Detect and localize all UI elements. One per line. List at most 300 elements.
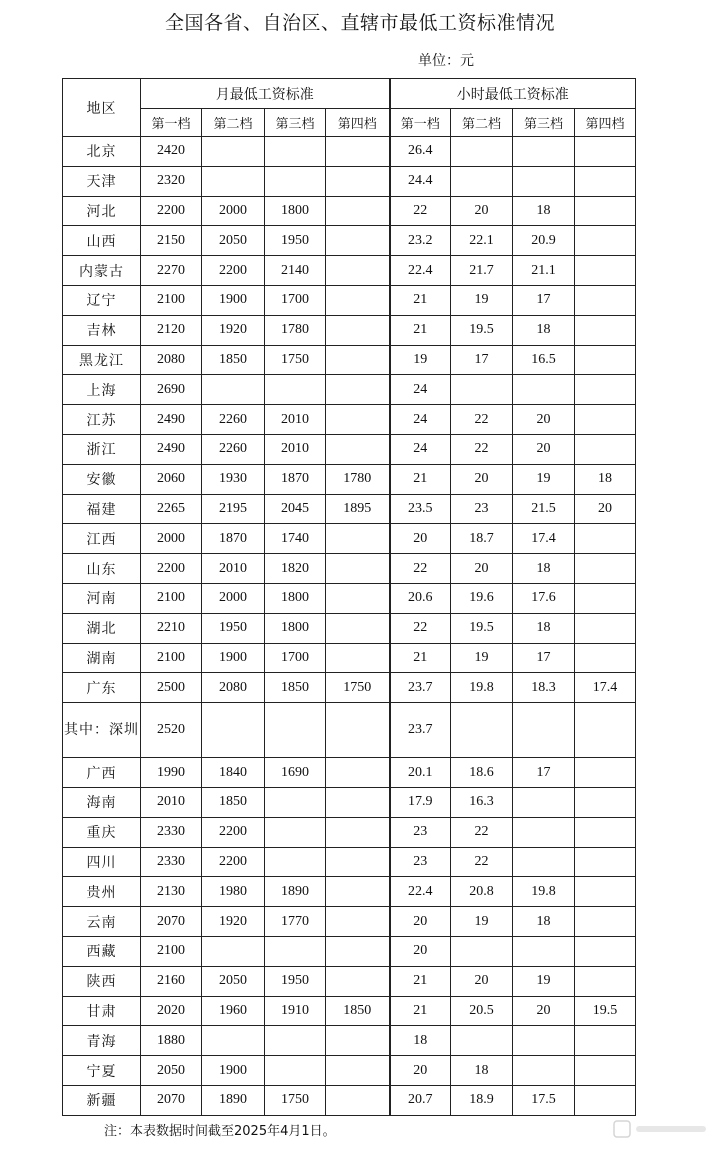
- monthly-tier-3-cell: 1820: [265, 554, 326, 584]
- monthly-tier-1-cell: 2490: [141, 405, 202, 435]
- monthly-tier-4-cell: [326, 907, 390, 937]
- table-row: [63, 1085, 636, 1115]
- table-row: [63, 907, 636, 937]
- region-cell: 江苏: [63, 405, 141, 435]
- hourly-tier-2-cell: 20: [451, 554, 513, 584]
- monthly-tier-1-cell: 2690: [141, 375, 202, 405]
- region-cell: 甘肃: [63, 996, 141, 1026]
- hourly-tier-2-cell: 22.1: [451, 226, 513, 256]
- hourly-tier-2-header: 第二档: [451, 109, 513, 137]
- monthly-tier-4-cell: [326, 1056, 390, 1086]
- hourly-tier-2-cell: 22: [451, 405, 513, 435]
- monthly-tier-1-cell: 2010: [141, 787, 202, 817]
- table-row: [63, 166, 636, 196]
- monthly-tier-2-cell: 2200: [202, 847, 265, 877]
- monthly-tier-2-cell: 2080: [202, 673, 265, 703]
- monthly-tier-2-cell: [202, 703, 265, 758]
- hourly-tier-2-cell: 18: [451, 1056, 513, 1086]
- hourly-tier-2-cell: [451, 1026, 513, 1056]
- monthly-tier-3-cell: [265, 787, 326, 817]
- hourly-tier-4-cell: [575, 196, 636, 226]
- table-row: [63, 936, 636, 966]
- monthly-tier-1-cell: 2020: [141, 996, 202, 1026]
- hourly-tier-1-cell: 18: [390, 1026, 451, 1056]
- monthly-tier-3-cell: [265, 703, 326, 758]
- monthly-tier-4-cell: [326, 137, 390, 167]
- monthly-tier-4-cell: [326, 966, 390, 996]
- region-cell: 四川: [63, 847, 141, 877]
- hourly-tier-1-cell: 21: [390, 315, 451, 345]
- monthly-tier-4-cell: 1850: [326, 996, 390, 1026]
- monthly-tier-2-cell: [202, 137, 265, 167]
- monthly-tier-4-cell: 1780: [326, 464, 390, 494]
- region-cell: 内蒙古: [63, 256, 141, 286]
- monthly-tier-1-cell: 2500: [141, 673, 202, 703]
- hourly-tier-3-cell: 17.4: [513, 524, 575, 554]
- hourly-tier-4-cell: 19.5: [575, 996, 636, 1026]
- hourly-tier-4-cell: [575, 405, 636, 435]
- monthly-tier-4-cell: [326, 196, 390, 226]
- monthly-tier-2-cell: 1870: [202, 524, 265, 554]
- monthly-tier-3-cell: 1700: [265, 285, 326, 315]
- monthly-tier-4-cell: [326, 166, 390, 196]
- hourly-tier-3-cell: 18: [513, 613, 575, 643]
- hourly-tier-4-cell: [575, 315, 636, 345]
- hourly-tier-3-cell: 18.3: [513, 673, 575, 703]
- monthly-tier-3-cell: [265, 936, 326, 966]
- monthly-tier-2-cell: 1900: [202, 1056, 265, 1086]
- hourly-tier-1-cell: 17.9: [390, 787, 451, 817]
- monthly-tier-1-cell: 2060: [141, 464, 202, 494]
- hourly-tier-3-cell: 17: [513, 643, 575, 673]
- hourly-tier-3-cell: [513, 703, 575, 758]
- hourly-tier-4-cell: [575, 1026, 636, 1056]
- hourly-tier-4-cell: [575, 787, 636, 817]
- hourly-tier-1-cell: 20.1: [390, 758, 451, 788]
- monthly-tier-3-cell: [265, 166, 326, 196]
- table-row: [63, 758, 636, 788]
- monthly-tier-2-cell: 2260: [202, 434, 265, 464]
- table-row: [63, 405, 636, 435]
- table-row: [63, 877, 636, 907]
- region-cell: 广东: [63, 673, 141, 703]
- table-row: [63, 1026, 636, 1056]
- hourly-tier-4-cell: [575, 285, 636, 315]
- table-row: [63, 673, 636, 703]
- region-cell: 辽宁: [63, 285, 141, 315]
- monthly-tier-1-header: 第一档: [141, 109, 202, 137]
- monthly-tier-3-cell: 2045: [265, 494, 326, 524]
- region-cell: 贵州: [63, 877, 141, 907]
- hourly-tier-4-cell: [575, 817, 636, 847]
- monthly-tier-2-cell: 1920: [202, 315, 265, 345]
- monthly-tier-2-cell: 1960: [202, 996, 265, 1026]
- monthly-tier-1-cell: 2490: [141, 434, 202, 464]
- hourly-tier-3-cell: 21.1: [513, 256, 575, 286]
- table-row: [63, 966, 636, 996]
- hourly-tier-3-cell: [513, 1056, 575, 1086]
- monthly-tier-1-cell: 2200: [141, 196, 202, 226]
- hourly-tier-4-cell: [575, 643, 636, 673]
- table-row: [63, 464, 636, 494]
- monthly-tier-3-cell: 1780: [265, 315, 326, 345]
- monthly-tier-1-cell: 2330: [141, 847, 202, 877]
- monthly-tier-2-cell: 2000: [202, 196, 265, 226]
- hourly-tier-1-cell: 20: [390, 936, 451, 966]
- region-cell: 福建: [63, 494, 141, 524]
- monthly-tier-2-cell: 1840: [202, 758, 265, 788]
- hourly-tier-2-cell: 16.3: [451, 787, 513, 817]
- table-row: [63, 345, 636, 375]
- footnote: 注：本表数据时间截至2025年4月1日。: [104, 1124, 336, 1139]
- hourly-tier-1-cell: 24: [390, 375, 451, 405]
- hourly-tier-2-cell: 19: [451, 643, 513, 673]
- monthly-tier-2-cell: 2010: [202, 554, 265, 584]
- region-cell: 吉林: [63, 315, 141, 345]
- monthly-header: 月最低工资标准: [141, 79, 390, 109]
- hourly-tier-3-cell: [513, 847, 575, 877]
- region-cell: 江西: [63, 524, 141, 554]
- monthly-tier-2-cell: 2050: [202, 966, 265, 996]
- hourly-tier-3-cell: 17: [513, 758, 575, 788]
- monthly-tier-1-cell: 2150: [141, 226, 202, 256]
- region-cell: 湖北: [63, 613, 141, 643]
- monthly-tier-1-cell: 2420: [141, 137, 202, 167]
- table-row: [63, 375, 636, 405]
- hourly-tier-2-cell: 17: [451, 345, 513, 375]
- hourly-tier-3-cell: 18: [513, 554, 575, 584]
- hourly-tier-3-cell: 20: [513, 405, 575, 435]
- monthly-tier-3-header: 第三档: [265, 109, 326, 137]
- monthly-tier-4-cell: [326, 1085, 390, 1115]
- monthly-tier-4-cell: [326, 554, 390, 584]
- hourly-tier-2-cell: 21.7: [451, 256, 513, 286]
- monthly-tier-3-cell: 1690: [265, 758, 326, 788]
- monthly-tier-3-cell: 2140: [265, 256, 326, 286]
- monthly-tier-3-cell: 1750: [265, 1085, 326, 1115]
- hourly-tier-3-cell: 20: [513, 996, 575, 1026]
- hourly-tier-1-cell: 20.6: [390, 583, 451, 613]
- hourly-tier-2-cell: 19: [451, 285, 513, 315]
- region-cell: 湖南: [63, 643, 141, 673]
- monthly-tier-4-cell: [326, 847, 390, 877]
- hourly-tier-3-cell: 16.5: [513, 345, 575, 375]
- monthly-tier-3-cell: [265, 847, 326, 877]
- unit-label: 单位：元: [418, 53, 474, 69]
- monthly-tier-4-cell: [326, 703, 390, 758]
- hourly-tier-1-cell: 23.2: [390, 226, 451, 256]
- region-cell: 广西: [63, 758, 141, 788]
- hourly-tier-4-cell: [575, 226, 636, 256]
- monthly-tier-4-cell: 1750: [326, 673, 390, 703]
- hourly-tier-4-cell: [575, 1056, 636, 1086]
- table-row: [63, 1056, 636, 1086]
- table-row: [63, 847, 636, 877]
- hourly-tier-3-cell: [513, 166, 575, 196]
- hourly-tier-3-cell: 18: [513, 907, 575, 937]
- monthly-tier-4-cell: [326, 758, 390, 788]
- table-body: [63, 137, 636, 1116]
- table-row: [63, 643, 636, 673]
- hourly-tier-1-cell: 24: [390, 434, 451, 464]
- table-row: [63, 583, 636, 613]
- hourly-tier-4-cell: [575, 613, 636, 643]
- hourly-tier-3-cell: 17: [513, 285, 575, 315]
- hourly-tier-3-cell: [513, 1026, 575, 1056]
- monthly-tier-2-cell: 1890: [202, 1085, 265, 1115]
- monthly-tier-4-cell: [326, 375, 390, 405]
- hourly-tier-1-cell: 24: [390, 405, 451, 435]
- hourly-tier-1-cell: 22.4: [390, 256, 451, 286]
- monthly-tier-1-cell: 2200: [141, 554, 202, 584]
- hourly-tier-1-cell: 24.4: [390, 166, 451, 196]
- monthly-tier-4-cell: [326, 345, 390, 375]
- hourly-tier-2-cell: 19.5: [451, 613, 513, 643]
- region-cell: 黑龙江: [63, 345, 141, 375]
- region-cell: 宁夏: [63, 1056, 141, 1086]
- table-row: [63, 434, 636, 464]
- monthly-tier-4-cell: [326, 787, 390, 817]
- monthly-tier-4-header: 第四档: [326, 109, 390, 137]
- monthly-tier-3-cell: 1700: [265, 643, 326, 673]
- hourly-tier-1-cell: 21: [390, 966, 451, 996]
- monthly-tier-4-cell: [326, 643, 390, 673]
- hourly-tier-4-cell: [575, 554, 636, 584]
- monthly-tier-4-cell: [326, 315, 390, 345]
- hourly-tier-2-cell: 18.6: [451, 758, 513, 788]
- region-cell: 海南: [63, 787, 141, 817]
- hourly-tier-1-cell: 19: [390, 345, 451, 375]
- monthly-tier-2-cell: 1900: [202, 285, 265, 315]
- hourly-tier-3-header: 第三档: [513, 109, 575, 137]
- hourly-tier-1-header: 第一档: [390, 109, 451, 137]
- hourly-tier-3-cell: 18: [513, 315, 575, 345]
- hourly-tier-2-cell: 19: [451, 907, 513, 937]
- hourly-tier-1-cell: 22: [390, 196, 451, 226]
- hourly-tier-4-cell: [575, 966, 636, 996]
- hourly-tier-3-cell: 17.6: [513, 583, 575, 613]
- hourly-tier-1-cell: 21: [390, 464, 451, 494]
- hourly-tier-4-cell: [575, 907, 636, 937]
- table-row: [63, 703, 636, 758]
- hourly-tier-2-cell: 20: [451, 464, 513, 494]
- monthly-tier-1-cell: 2100: [141, 936, 202, 966]
- hourly-tier-1-cell: 23: [390, 817, 451, 847]
- hourly-tier-4-cell: [575, 345, 636, 375]
- hourly-tier-3-cell: 18: [513, 196, 575, 226]
- minimum-wage-table: [62, 78, 636, 1116]
- monthly-tier-2-cell: 1980: [202, 877, 265, 907]
- hourly-tier-2-cell: 23: [451, 494, 513, 524]
- region-cell: 云南: [63, 907, 141, 937]
- monthly-tier-3-cell: 1870: [265, 464, 326, 494]
- monthly-tier-3-cell: 2010: [265, 434, 326, 464]
- hourly-tier-4-cell: [575, 1085, 636, 1115]
- monthly-tier-4-cell: [326, 405, 390, 435]
- hourly-tier-1-cell: 21: [390, 285, 451, 315]
- hourly-tier-4-cell: [575, 166, 636, 196]
- hourly-tier-1-cell: 22.4: [390, 877, 451, 907]
- hourly-tier-2-cell: 20: [451, 966, 513, 996]
- region-cell: 安徽: [63, 464, 141, 494]
- monthly-tier-3-cell: 2010: [265, 405, 326, 435]
- hourly-tier-2-cell: [451, 166, 513, 196]
- hourly-tier-3-cell: [513, 936, 575, 966]
- monthly-tier-1-cell: 2120: [141, 315, 202, 345]
- monthly-tier-1-cell: 2210: [141, 613, 202, 643]
- region-cell: 上海: [63, 375, 141, 405]
- monthly-tier-4-cell: [326, 285, 390, 315]
- monthly-tier-3-cell: 1800: [265, 583, 326, 613]
- monthly-tier-2-cell: 2195: [202, 494, 265, 524]
- monthly-tier-3-cell: 1800: [265, 613, 326, 643]
- hourly-tier-4-cell: 18: [575, 464, 636, 494]
- hourly-tier-1-cell: 23.5: [390, 494, 451, 524]
- table-row: [63, 256, 636, 286]
- hourly-tier-2-cell: 20.5: [451, 996, 513, 1026]
- monthly-tier-3-cell: 1770: [265, 907, 326, 937]
- monthly-tier-2-cell: [202, 375, 265, 405]
- monthly-tier-3-cell: 1910: [265, 996, 326, 1026]
- monthly-tier-3-cell: 1750: [265, 345, 326, 375]
- monthly-tier-1-cell: 2080: [141, 345, 202, 375]
- hourly-tier-3-cell: 20: [513, 434, 575, 464]
- hourly-tier-2-cell: 19.8: [451, 673, 513, 703]
- region-cell: 天津: [63, 166, 141, 196]
- monthly-tier-3-cell: 1950: [265, 966, 326, 996]
- monthly-tier-3-cell: [265, 375, 326, 405]
- monthly-tier-4-cell: [326, 583, 390, 613]
- region-cell: 陕西: [63, 966, 141, 996]
- hourly-tier-1-cell: 22: [390, 613, 451, 643]
- table-row: [63, 196, 636, 226]
- region-cell: 西藏: [63, 936, 141, 966]
- hourly-tier-2-cell: 22: [451, 817, 513, 847]
- monthly-tier-1-cell: 2070: [141, 1085, 202, 1115]
- monthly-tier-3-cell: [265, 137, 326, 167]
- hourly-tier-1-cell: 23.7: [390, 673, 451, 703]
- hourly-tier-2-cell: 22: [451, 847, 513, 877]
- table-row: [63, 554, 636, 584]
- monthly-tier-2-cell: 2200: [202, 817, 265, 847]
- hourly-tier-4-cell: [575, 703, 636, 758]
- monthly-tier-2-cell: 1900: [202, 643, 265, 673]
- hourly-tier-4-cell: [575, 936, 636, 966]
- table-row: [63, 315, 636, 345]
- hourly-tier-3-cell: [513, 817, 575, 847]
- hourly-tier-2-cell: [451, 703, 513, 758]
- monthly-tier-4-cell: [326, 936, 390, 966]
- table-row: [63, 494, 636, 524]
- hourly-tier-4-header: 第四档: [575, 109, 636, 137]
- monthly-tier-1-cell: 2160: [141, 966, 202, 996]
- hourly-tier-2-cell: 19.5: [451, 315, 513, 345]
- monthly-tier-2-cell: 1920: [202, 907, 265, 937]
- hourly-header: 小时最低工资标准: [390, 79, 636, 109]
- monthly-tier-1-cell: 2270: [141, 256, 202, 286]
- monthly-tier-2-cell: 1950: [202, 613, 265, 643]
- monthly-tier-3-cell: 1740: [265, 524, 326, 554]
- monthly-tier-4-cell: [326, 1026, 390, 1056]
- monthly-tier-3-cell: 1850: [265, 673, 326, 703]
- monthly-tier-1-cell: 2100: [141, 643, 202, 673]
- monthly-tier-2-cell: 2000: [202, 583, 265, 613]
- hourly-tier-1-cell: 20.7: [390, 1085, 451, 1115]
- hourly-tier-2-cell: [451, 137, 513, 167]
- hourly-tier-4-cell: [575, 847, 636, 877]
- page-title: 全国各省、自治区、直辖市最低工资标准情况: [164, 12, 555, 34]
- region-cell: 浙江: [63, 434, 141, 464]
- monthly-tier-2-cell: 1850: [202, 345, 265, 375]
- hourly-tier-1-cell: 20: [390, 907, 451, 937]
- hourly-tier-4-cell: [575, 137, 636, 167]
- hourly-tier-1-cell: 21: [390, 996, 451, 1026]
- monthly-tier-2-cell: [202, 936, 265, 966]
- monthly-tier-2-cell: 2050: [202, 226, 265, 256]
- monthly-tier-4-cell: [326, 613, 390, 643]
- monthly-tier-2-cell: [202, 166, 265, 196]
- monthly-tier-1-cell: 2265: [141, 494, 202, 524]
- region-cell: 新疆: [63, 1085, 141, 1115]
- monthly-tier-1-cell: 2320: [141, 166, 202, 196]
- hourly-tier-3-cell: 17.5: [513, 1085, 575, 1115]
- monthly-tier-4-cell: [326, 226, 390, 256]
- region-cell: 山东: [63, 554, 141, 584]
- monthly-tier-3-cell: 1800: [265, 196, 326, 226]
- monthly-tier-1-cell: 2100: [141, 583, 202, 613]
- hourly-tier-2-cell: 18.7: [451, 524, 513, 554]
- monthly-tier-2-cell: 2260: [202, 405, 265, 435]
- region-cell: 北京: [63, 137, 141, 167]
- region-cell: 河北: [63, 196, 141, 226]
- monthly-tier-3-cell: [265, 1056, 326, 1086]
- hourly-tier-3-cell: 19.8: [513, 877, 575, 907]
- monthly-tier-1-cell: 2130: [141, 877, 202, 907]
- monthly-tier-3-cell: [265, 817, 326, 847]
- monthly-tier-2-cell: [202, 1026, 265, 1056]
- monthly-tier-1-cell: 1880: [141, 1026, 202, 1056]
- monthly-tier-4-cell: [326, 256, 390, 286]
- region-cell: 河南: [63, 583, 141, 613]
- hourly-tier-4-cell: 17.4: [575, 673, 636, 703]
- hourly-tier-2-cell: [451, 375, 513, 405]
- hourly-tier-4-cell: [575, 583, 636, 613]
- hourly-tier-3-cell: [513, 137, 575, 167]
- hourly-tier-4-cell: [575, 758, 636, 788]
- hourly-tier-2-cell: [451, 936, 513, 966]
- hourly-tier-2-cell: 18.9: [451, 1085, 513, 1115]
- table-row: [63, 996, 636, 1026]
- monthly-tier-4-cell: [326, 877, 390, 907]
- monthly-tier-2-cell: 1850: [202, 787, 265, 817]
- monthly-tier-4-cell: [326, 524, 390, 554]
- monthly-tier-1-cell: 2330: [141, 817, 202, 847]
- hourly-tier-2-cell: 20: [451, 196, 513, 226]
- monthly-tier-3-cell: [265, 1026, 326, 1056]
- table-row: [63, 817, 636, 847]
- region-cell: 重庆: [63, 817, 141, 847]
- table-row: [63, 285, 636, 315]
- monthly-tier-2-cell: 2200: [202, 256, 265, 286]
- monthly-tier-1-cell: 2070: [141, 907, 202, 937]
- hourly-tier-1-cell: 26.4: [390, 137, 451, 167]
- hourly-tier-1-cell: 22: [390, 554, 451, 584]
- table-row: [63, 226, 636, 256]
- hourly-tier-1-cell: 21: [390, 643, 451, 673]
- hourly-tier-4-cell: [575, 877, 636, 907]
- hourly-tier-4-cell: [575, 256, 636, 286]
- monthly-tier-4-cell: [326, 817, 390, 847]
